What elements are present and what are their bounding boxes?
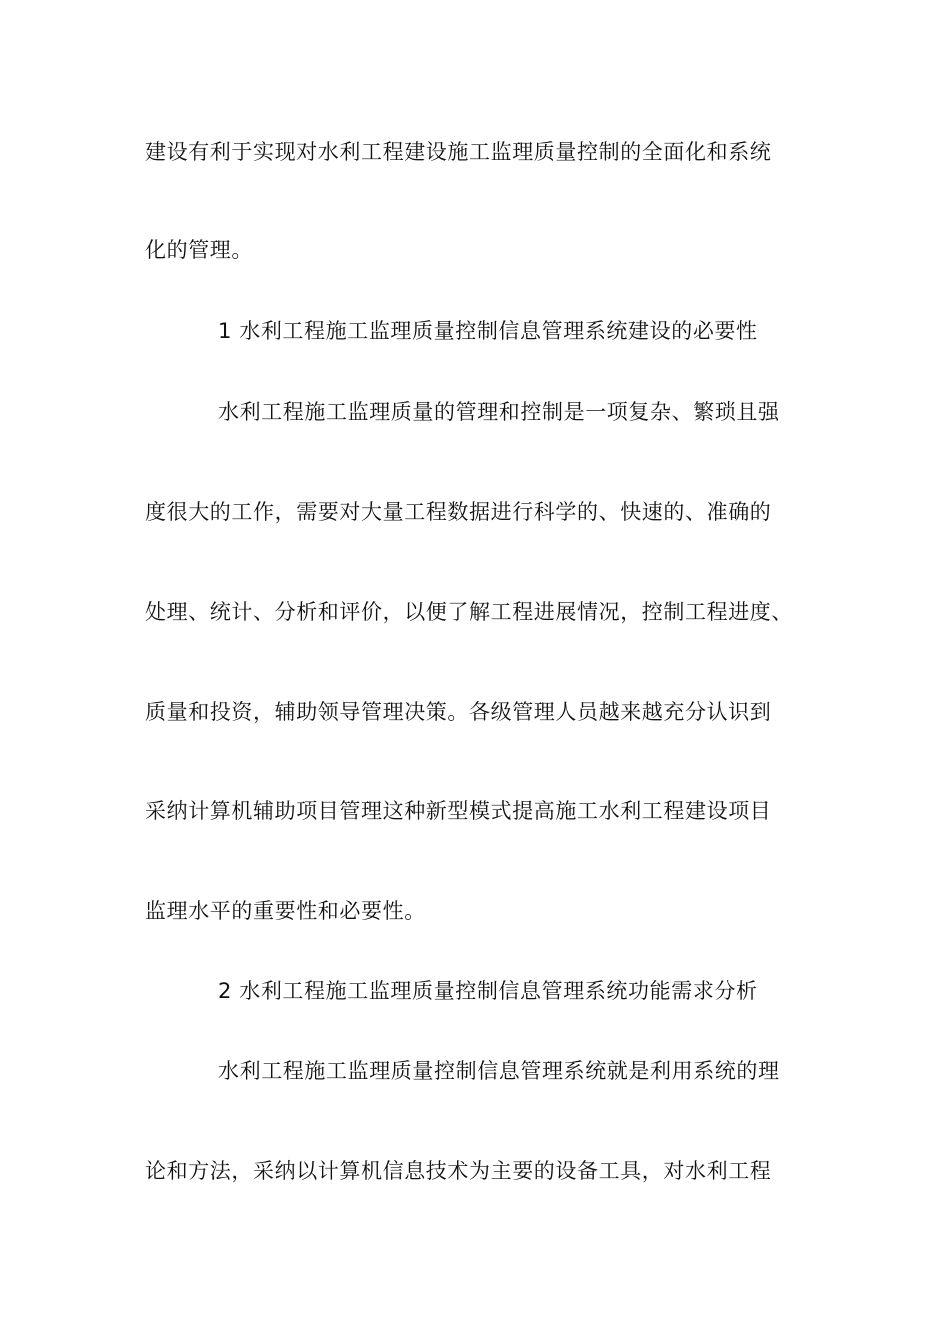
- body-text-line: 度很大的工作，需要对大量工程数据进行科学的、快速的、准确的: [145, 500, 772, 524]
- paragraph-first-line: 水利工程施工监理质量控制信息管理系统就是利用系统的理: [218, 1059, 780, 1083]
- body-text-line: 采纳计算机辅助项目管理这种新型模式提高施工水利工程建设项目: [145, 799, 772, 823]
- body-text-line: 论和方法，采纳以计算机信息技术为主要的设备工具，对水利工程: [145, 1159, 772, 1183]
- body-text-line: 监理水平的重要性和必要性。: [145, 899, 426, 923]
- body-text-line: 建设有利于实现对水利工程建设施工监理质量控制的全面化和系统: [145, 140, 772, 164]
- body-text-line: 处理、统计、分析和评价，以便了解工程进展情况，控制工程进度、: [145, 600, 793, 624]
- section-heading-1: 1 水利工程施工监理质量控制信息管理系统建设的必要性: [218, 319, 758, 343]
- section-heading-2: 2 水利工程施工监理质量控制信息管理系统功能需求分析: [218, 979, 758, 1003]
- body-text-line: 化的管理。: [145, 238, 253, 262]
- body-text-line: 质量和投资，辅助领导管理决策。各级管理人员越来越充分认识到: [145, 700, 772, 724]
- paragraph-first-line: 水利工程施工监理质量的管理和控制是一项复杂、繁琐且强: [218, 400, 780, 424]
